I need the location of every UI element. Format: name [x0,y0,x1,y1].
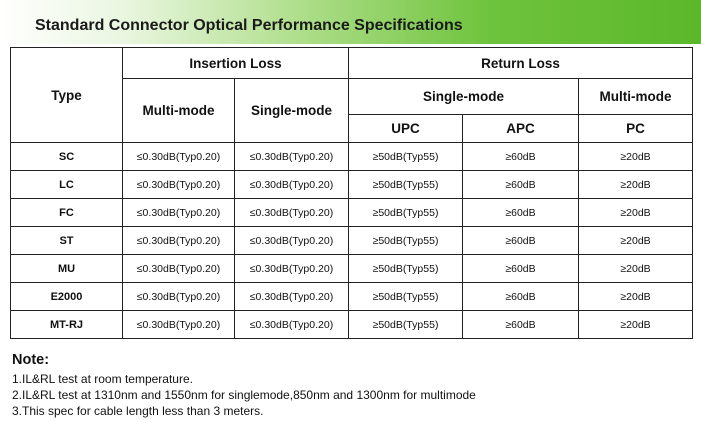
rl-apc-cell: ≥60dB [463,171,579,199]
il-multi-mode-cell: ≤0.30dB(Typ0.20) [123,311,235,339]
note-line-1: 1.IL&RL test at room temperature. [12,372,193,386]
table-row [11,283,693,311]
rl-apc-cell: ≥60dB [463,199,579,227]
rl-upc-cell: ≥50dB(Typ55) [349,143,463,171]
rl-pc-cell: ≥20dB [579,143,693,171]
type-cell: MU [11,255,123,283]
rl-pc-cell: ≥20dB [579,255,693,283]
type-cell: E2000 [11,283,123,311]
rl-upc-cell: ≥50dB(Typ55) [349,255,463,283]
il-multi-mode-cell: ≤0.30dB(Typ0.20) [123,143,235,171]
il-single-mode-cell: ≤0.30dB(Typ0.20) [235,311,349,339]
il-single-mode-cell: ≤0.30dB(Typ0.20) [235,199,349,227]
il-multi-mode-cell: ≤0.30dB(Typ0.20) [123,283,235,311]
rl-upc-cell: ≥50dB(Typ55) [349,199,463,227]
table-row [11,171,693,199]
table-row [11,311,693,339]
rl-upc-cell: ≥50dB(Typ55) [349,283,463,311]
type-cell: ST [11,227,123,255]
table-row [11,255,693,283]
table-row [11,199,693,227]
type-cell: LC [11,171,123,199]
table-row [11,143,693,171]
type-cell: MT-RJ [11,311,123,339]
il-multi-mode-cell: ≤0.30dB(Typ0.20) [123,255,235,283]
table-row [11,227,693,255]
il-multi-mode-cell: ≤0.30dB(Typ0.20) [123,227,235,255]
il-single-mode-cell: ≤0.30dB(Typ0.20) [235,255,349,283]
il-single-mode-cell: ≤0.30dB(Typ0.20) [235,171,349,199]
rl-pc-cell: ≥20dB [579,227,693,255]
header-pc: PC [579,115,693,143]
il-single-mode-cell: ≤0.30dB(Typ0.20) [235,143,349,171]
header-il-single-mode: Single-mode [235,79,349,143]
title-banner [0,0,701,44]
header-return-loss: Return Loss [349,48,693,79]
header-insertion-loss: Insertion Loss [123,48,349,79]
header-il-multi-mode: Multi-mode [123,79,235,143]
rl-pc-cell: ≥20dB [579,199,693,227]
header-rl-single-mode: Single-mode [349,79,579,115]
rl-apc-cell: ≥60dB [463,227,579,255]
rl-upc-cell: ≥50dB(Typ55) [349,227,463,255]
il-single-mode-cell: ≤0.30dB(Typ0.20) [235,227,349,255]
type-cell: SC [11,143,123,171]
page-title: Standard Connector Optical Performance Specifications [35,17,463,34]
note-line-3: 3.This spec for cable length less than 3 meters. [12,404,264,418]
rl-upc-cell: ≥50dB(Typ55) [349,171,463,199]
rl-apc-cell: ≥60dB [463,255,579,283]
rl-pc-cell: ≥20dB [579,171,693,199]
il-single-mode-cell: ≤0.30dB(Typ0.20) [235,283,349,311]
note-title: Note: [12,352,50,368]
spec-table [10,47,693,339]
rl-upc-cell: ≥50dB(Typ55) [349,311,463,339]
type-cell: FC [11,199,123,227]
header-apc: APC [463,115,579,143]
il-multi-mode-cell: ≤0.30dB(Typ0.20) [123,171,235,199]
rl-apc-cell: ≥60dB [463,283,579,311]
header-upc: UPC [349,115,463,143]
note-line-2: 2.IL&RL test at 1310nm and 1550nm for singlemode,850nm and 1300nm for multimode [12,388,476,402]
rl-apc-cell: ≥60dB [463,143,579,171]
rl-pc-cell: ≥20dB [579,311,693,339]
header-type: Type [11,48,123,143]
rl-pc-cell: ≥20dB [579,283,693,311]
il-multi-mode-cell: ≤0.30dB(Typ0.20) [123,199,235,227]
header-rl-multi-mode: Multi-mode [579,79,693,115]
rl-apc-cell: ≥60dB [463,311,579,339]
